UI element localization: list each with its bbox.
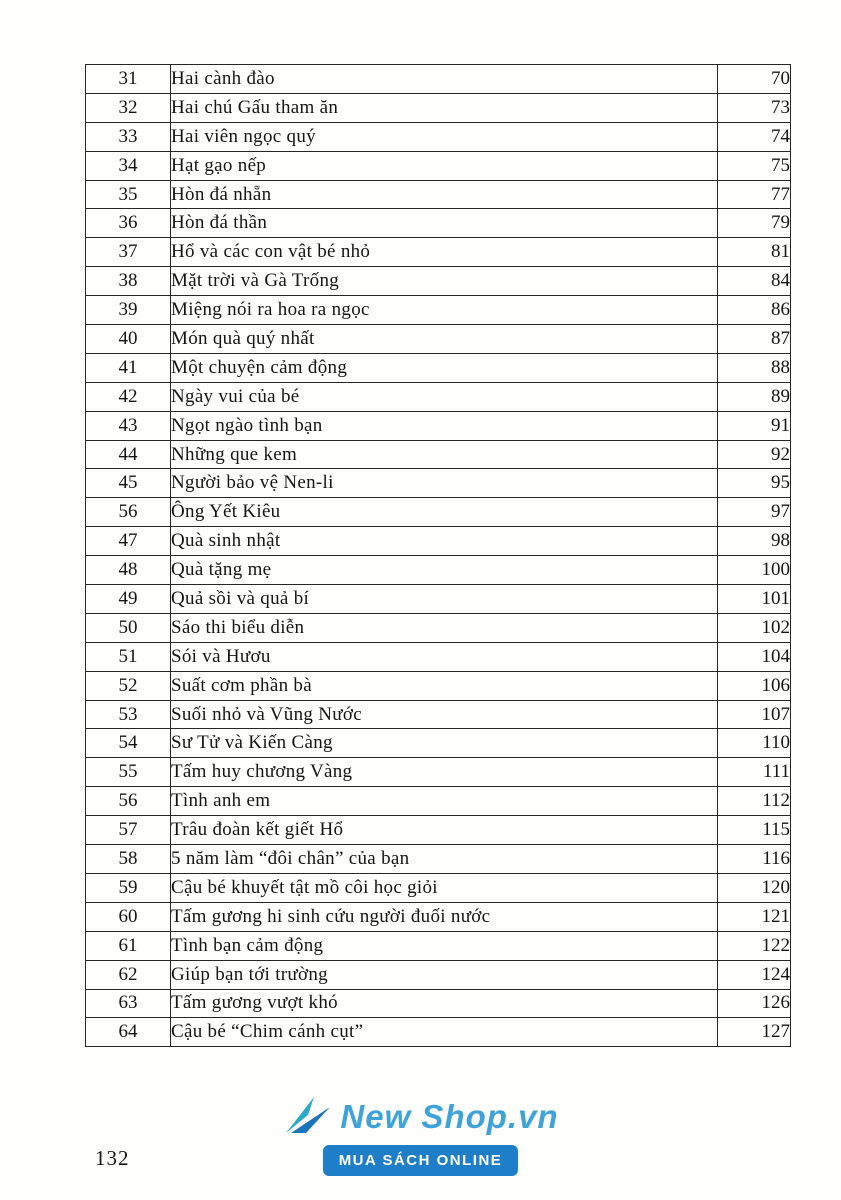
newshop-arrow-icon bbox=[282, 1093, 332, 1140]
table-row bbox=[86, 93, 791, 122]
toc-page: 74 bbox=[718, 122, 791, 151]
toc-page: 115 bbox=[718, 816, 791, 845]
toc-title: Một chuyện cảm động bbox=[171, 353, 718, 382]
toc-title: Giúp bạn tới trường bbox=[171, 960, 718, 989]
toc-page: 126 bbox=[718, 989, 791, 1018]
table-row bbox=[86, 353, 791, 382]
toc-title: Cậu bé khuyết tật mồ côi học giỏi bbox=[171, 873, 718, 902]
toc-number: 62 bbox=[86, 960, 171, 989]
toc-number: 42 bbox=[86, 382, 171, 411]
toc-page: 116 bbox=[718, 845, 791, 874]
toc-page: 102 bbox=[718, 613, 791, 642]
toc-table bbox=[85, 64, 791, 1047]
table-row bbox=[86, 1018, 791, 1047]
toc-title: Tình anh em bbox=[171, 787, 718, 816]
toc-page: 107 bbox=[718, 700, 791, 729]
toc-number: 34 bbox=[86, 151, 171, 180]
table-row bbox=[86, 931, 791, 960]
toc-page: 77 bbox=[718, 180, 791, 209]
toc-title: Hạt gạo nếp bbox=[171, 151, 718, 180]
toc-title: Quả sồi và quả bí bbox=[171, 585, 718, 614]
toc-number: 56 bbox=[86, 498, 171, 527]
toc-number: 63 bbox=[86, 989, 171, 1018]
table-row bbox=[86, 382, 791, 411]
toc-title: Sáo thi biểu diễn bbox=[171, 613, 718, 642]
toc-number: 60 bbox=[86, 902, 171, 931]
toc-page: 84 bbox=[718, 267, 791, 296]
toc-title: Hai viên ngọc quý bbox=[171, 122, 718, 151]
table-row bbox=[86, 151, 791, 180]
table-row bbox=[86, 469, 791, 498]
toc-title: Ngọt ngào tình bạn bbox=[171, 411, 718, 440]
toc-page: 112 bbox=[718, 787, 791, 816]
toc-page: 97 bbox=[718, 498, 791, 527]
toc-title: Món quà quý nhất bbox=[171, 325, 718, 354]
toc-page: 91 bbox=[718, 411, 791, 440]
table-row bbox=[86, 729, 791, 758]
toc-page: 70 bbox=[718, 65, 791, 94]
toc-number: 58 bbox=[86, 845, 171, 874]
toc-number: 44 bbox=[86, 440, 171, 469]
toc-number: 56 bbox=[86, 787, 171, 816]
toc-number: 47 bbox=[86, 527, 171, 556]
toc-title: Suối nhỏ và Vũng Nước bbox=[171, 700, 718, 729]
toc-page: 75 bbox=[718, 151, 791, 180]
toc-number: 39 bbox=[86, 296, 171, 325]
table-row bbox=[86, 787, 791, 816]
toc-number: 40 bbox=[86, 325, 171, 354]
newshop-logo bbox=[282, 1093, 558, 1140]
toc-page: 92 bbox=[718, 440, 791, 469]
toc-title: Cậu bé “Chim cánh cụt” bbox=[171, 1018, 718, 1047]
toc-title: Tấm huy chương Vàng bbox=[171, 758, 718, 787]
newshop-brand-text: New Shop.vn bbox=[340, 1097, 559, 1135]
toc-title: Trâu đoàn kết giết Hổ bbox=[171, 816, 718, 845]
toc-title: Hòn đá nhẵn bbox=[171, 180, 718, 209]
toc-table-body bbox=[86, 65, 791, 1047]
toc-page: 124 bbox=[718, 960, 791, 989]
toc-number: 61 bbox=[86, 931, 171, 960]
toc-number: 64 bbox=[86, 1018, 171, 1047]
toc-title: Mặt trời và Gà Trống bbox=[171, 267, 718, 296]
toc-number: 37 bbox=[86, 238, 171, 267]
toc-number: 53 bbox=[86, 700, 171, 729]
table-row bbox=[86, 411, 791, 440]
table-row bbox=[86, 671, 791, 700]
toc-page: 110 bbox=[718, 729, 791, 758]
toc-page: 111 bbox=[718, 758, 791, 787]
table-row bbox=[86, 238, 791, 267]
table-row bbox=[86, 758, 791, 787]
table-row bbox=[86, 642, 791, 671]
toc-page: 100 bbox=[718, 556, 791, 585]
toc-page: 73 bbox=[718, 93, 791, 122]
table-row bbox=[86, 325, 791, 354]
table-row bbox=[86, 556, 791, 585]
toc-title: 5 năm làm “đôi chân” của bạn bbox=[171, 845, 718, 874]
toc-number: 59 bbox=[86, 873, 171, 902]
toc-title: Những que kem bbox=[171, 440, 718, 469]
table-row bbox=[86, 209, 791, 238]
toc-page: 79 bbox=[718, 209, 791, 238]
toc-page: 81 bbox=[718, 238, 791, 267]
table-row bbox=[86, 65, 791, 94]
table-row bbox=[86, 816, 791, 845]
toc-number: 36 bbox=[86, 209, 171, 238]
toc-page: 104 bbox=[718, 642, 791, 671]
table-row bbox=[86, 989, 791, 1018]
toc-title: Hổ và các con vật bé nhỏ bbox=[171, 238, 718, 267]
table-row bbox=[86, 527, 791, 556]
toc-number: 50 bbox=[86, 613, 171, 642]
table-row bbox=[86, 440, 791, 469]
table-row bbox=[86, 122, 791, 151]
toc-number: 31 bbox=[86, 65, 171, 94]
toc-number: 41 bbox=[86, 353, 171, 382]
toc-title: Hòn đá thần bbox=[171, 209, 718, 238]
toc-title: Hai chú Gấu tham ăn bbox=[171, 93, 718, 122]
toc-number: 45 bbox=[86, 469, 171, 498]
toc-page: 98 bbox=[718, 527, 791, 556]
toc-page: 87 bbox=[718, 325, 791, 354]
toc-number: 32 bbox=[86, 93, 171, 122]
toc-title: Ông Yết Kiêu bbox=[171, 498, 718, 527]
table-row bbox=[86, 700, 791, 729]
toc-title: Suất cơm phần bà bbox=[171, 671, 718, 700]
toc-title: Người bảo vệ Nen-li bbox=[171, 469, 718, 498]
table-row bbox=[86, 873, 791, 902]
toc-page: 120 bbox=[718, 873, 791, 902]
table-row bbox=[86, 585, 791, 614]
toc-title: Ngày vui của bé bbox=[171, 382, 718, 411]
toc-title: Sói và Hươu bbox=[171, 642, 718, 671]
toc-title: Miệng nói ra hoa ra ngọc bbox=[171, 296, 718, 325]
toc-number: 35 bbox=[86, 180, 171, 209]
toc-page: 106 bbox=[718, 671, 791, 700]
toc-number: 43 bbox=[86, 411, 171, 440]
table-row bbox=[86, 960, 791, 989]
toc-page: 88 bbox=[718, 353, 791, 382]
toc-number: 49 bbox=[86, 585, 171, 614]
toc-number: 38 bbox=[86, 267, 171, 296]
toc-number: 54 bbox=[86, 729, 171, 758]
toc-page: 89 bbox=[718, 382, 791, 411]
toc-title: Hai cành đào bbox=[171, 65, 718, 94]
toc-number: 55 bbox=[86, 758, 171, 787]
toc-number: 57 bbox=[86, 816, 171, 845]
table-row bbox=[86, 902, 791, 931]
toc-title: Tấm gương vượt khó bbox=[171, 989, 718, 1018]
table-row bbox=[86, 180, 791, 209]
toc-number: 52 bbox=[86, 671, 171, 700]
table-row bbox=[86, 296, 791, 325]
page-number: 132 bbox=[95, 1146, 130, 1170]
table-row bbox=[86, 613, 791, 642]
toc-page: 101 bbox=[718, 585, 791, 614]
toc-page: 95 bbox=[718, 469, 791, 498]
table-row bbox=[86, 498, 791, 527]
toc-page: 86 bbox=[718, 296, 791, 325]
mua-sach-online-banner: MUA SÁCH ONLINE bbox=[323, 1145, 519, 1176]
table-row bbox=[86, 845, 791, 874]
toc-number: 51 bbox=[86, 642, 171, 671]
table-row bbox=[86, 267, 791, 296]
toc-page: 127 bbox=[718, 1018, 791, 1047]
toc-page: 121 bbox=[718, 902, 791, 931]
toc-title: Quà sinh nhật bbox=[171, 527, 718, 556]
toc-title: Sư Tử và Kiến Càng bbox=[171, 729, 718, 758]
toc-page: 122 bbox=[718, 931, 791, 960]
toc-number: 48 bbox=[86, 556, 171, 585]
toc-title: Tấm gương hi sinh cứu người đuối nước bbox=[171, 902, 718, 931]
toc-title: Tình bạn cảm động bbox=[171, 931, 718, 960]
toc-number: 33 bbox=[86, 122, 171, 151]
toc-title: Quà tặng mẹ bbox=[171, 556, 718, 585]
